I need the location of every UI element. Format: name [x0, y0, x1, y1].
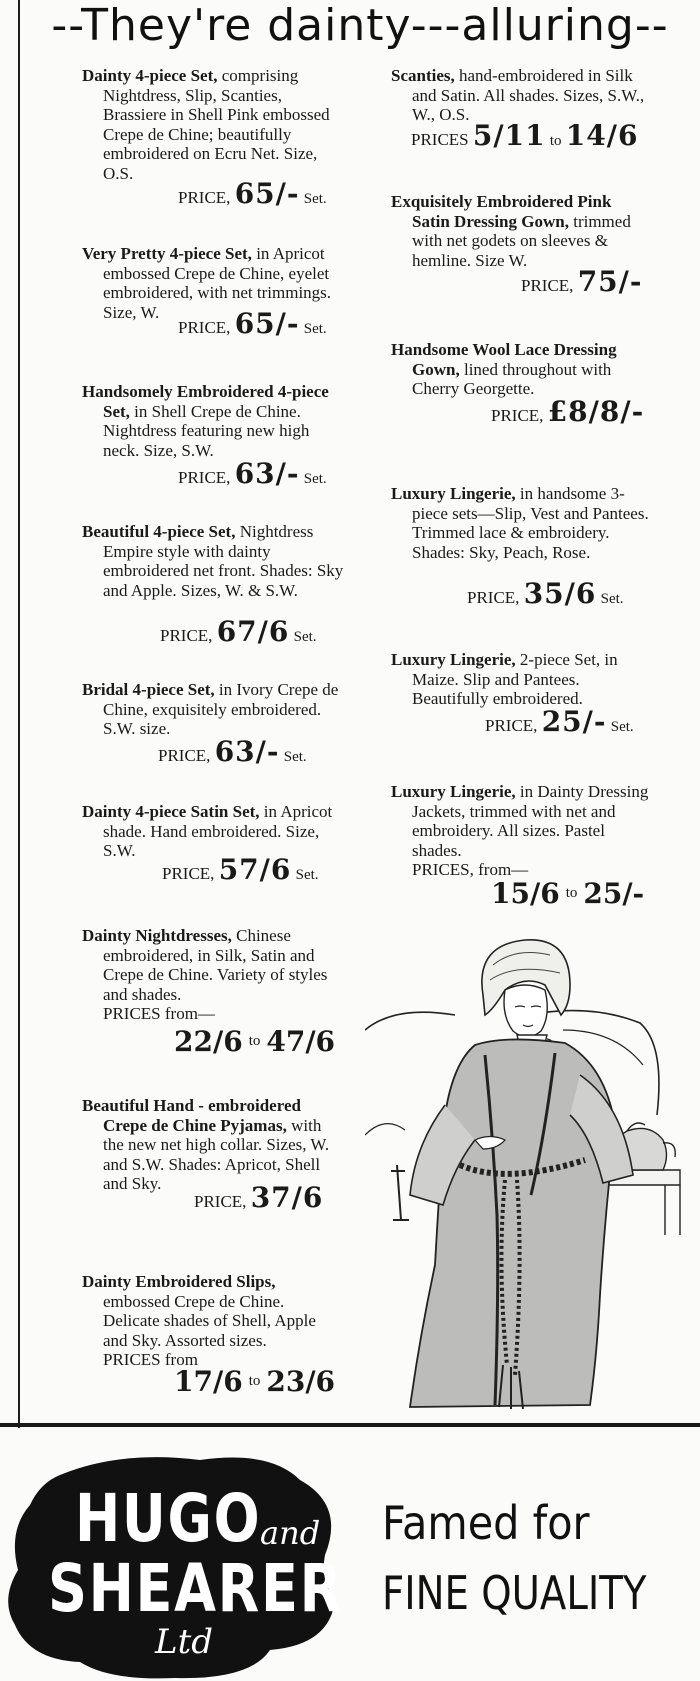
item-description: in Apricot shade. Hand embroidered. Size, S.W.	[103, 802, 333, 861]
price-label: PRICES, from—	[412, 860, 529, 880]
item-description: in Shell Crepe de Chine. Nightdress featuring new high neck. Size, S.W.	[103, 401, 310, 460]
brand-line2: SHEARER	[48, 1550, 343, 1627]
product-item	[391, 484, 651, 562]
item-description: in handsome 3-piece sets—Slip, Vest and Pantees. Trimmed lace & embroidery. Shades: Sky, Peach, Rose.	[412, 484, 649, 562]
item-description: with the new net high collar. Sizes, W. and S.W. Shades: Apricot, Shell and Sky.	[103, 1115, 330, 1194]
price-label: PRICES from—	[103, 1004, 215, 1024]
left-border-rule	[18, 0, 20, 1428]
item-name: Handsome Wool Lace Dressing Gown,	[391, 340, 617, 379]
item-price: PRICE, 25/- Set.	[485, 705, 634, 738]
item-description: 2-piece Set, in Maize. Slip and Pantees. Beautifully embroidered.	[412, 650, 618, 709]
product-item	[391, 650, 651, 709]
item-name: Dainty 4-piece Set,	[82, 66, 218, 85]
item-description: embossed Crepe de Chine. Delicate shades of Shell, Apple and Sky. Assorted sizes.	[103, 1291, 316, 1350]
price-label: PRICES from	[103, 1350, 198, 1370]
bottom-rule	[0, 1423, 700, 1427]
product-item	[82, 382, 344, 460]
item-price-range: 17/6 $^{to}$ 23/6	[174, 1365, 336, 1398]
item-name: Beautiful 4-piece Set,	[82, 522, 236, 541]
item-name: Bridal 4-piece Set,	[82, 680, 215, 699]
item-name: Dainty 4-piece Satin Set,	[82, 802, 260, 821]
item-price: PRICE, 35/6 Set.	[467, 577, 624, 610]
item-description: in Ivory Crepe de Chine, exquisitely embroidered. S.W. size.	[103, 680, 339, 739]
product-item	[82, 1096, 344, 1194]
item-price: PRICE, 37/6	[194, 1181, 324, 1214]
product-item	[391, 66, 651, 125]
product-item	[391, 782, 651, 880]
item-name: Luxury Lingerie,	[391, 782, 516, 801]
product-item	[82, 66, 344, 184]
item-name: Luxury Lingerie,	[391, 484, 516, 503]
item-price-range: 15/6 $^{to}$ 25/-	[491, 877, 645, 910]
item-name: Scanties,	[391, 66, 455, 85]
item-price: PRICE, 65/- Set.	[178, 307, 327, 340]
product-item	[82, 926, 344, 1024]
item-description: trimmed with net godets on sleeves & hemline. Size W.	[412, 211, 631, 270]
item-description: hand-embroidered in Silk and Satin. All shades. Sizes, S.W., W., O.S.	[412, 66, 645, 125]
item-description: in Dainty Dressing Jackets, trimmed with net and embroidery. All sizes. Pastel shades.	[412, 782, 649, 860]
product-item	[82, 244, 344, 322]
item-price: PRICE, 63/- Set.	[178, 457, 327, 490]
product-item	[82, 522, 344, 600]
item-name: Dainty Embroidered Slips,	[82, 1272, 276, 1291]
item-name: Very Pretty 4-piece Set,	[82, 244, 252, 263]
brand-ltd: Ltd	[155, 1622, 214, 1662]
item-price: PRICE, 65/- Set.	[178, 177, 327, 210]
item-price-range: PRICES 5/11 to 14/6	[411, 119, 639, 152]
item-price: PRICE, £8/8/-	[491, 395, 645, 428]
item-description: Nightdress Empire style with dainty embroidered net front. Shades: Sky and Apple. Sizes, W. & S.W.	[103, 522, 344, 600]
item-price: PRICE, 57/6 Set.	[162, 853, 319, 886]
item-name: Dainty Nightdresses,	[82, 926, 232, 945]
item-description: in Apricot embossed Crepe de Chine, eyelet embroidered, with net trimmings. Size, W.	[103, 244, 332, 322]
item-name: Exquisitely Embroidered Pink Satin Dressing Gown,	[391, 192, 612, 231]
item-price: PRICE, 67/6 Set.	[160, 615, 317, 648]
product-item	[391, 340, 651, 399]
item-description: lined throughout with Cherry Georgette.	[412, 359, 612, 399]
woman-dressing-gown-illustration	[365, 935, 685, 1415]
brand-line1: HUGO	[75, 1480, 262, 1557]
item-description: Chinese embroidered, in Silk, Satin and Crepe de Chine. Variety of styles and shades.	[103, 926, 328, 1004]
product-item	[82, 802, 344, 861]
brand-and: and	[260, 1514, 321, 1552]
item-price: PRICE, 75/-	[521, 265, 643, 298]
tagline-line1: Famed for	[382, 1496, 590, 1550]
headline: --They're dainty---alluring--	[51, 0, 669, 51]
product-item	[82, 1272, 344, 1370]
item-price: PRICE, 63/- Set.	[158, 735, 307, 768]
product-item	[82, 680, 344, 739]
item-price-range: 22/6 $^{to}$ 47/6	[174, 1025, 336, 1058]
tagline-line2: FINE QUALITY	[382, 1566, 647, 1620]
item-name: Handsomely Embroidered 4-piece Set,	[82, 382, 329, 421]
item-name: Luxury Lingerie,	[391, 650, 516, 669]
item-name: Beautiful Hand - embroidered Crepe de Chine Pyjamas,	[82, 1096, 301, 1135]
product-item	[391, 192, 651, 270]
item-description: comprising Nightdress, Slip, Scanties, Brassiere in Shell Pink embossed Crepe de Chine; beautifully embroidered on Ecru Net. Size, O.S.	[103, 66, 330, 183]
